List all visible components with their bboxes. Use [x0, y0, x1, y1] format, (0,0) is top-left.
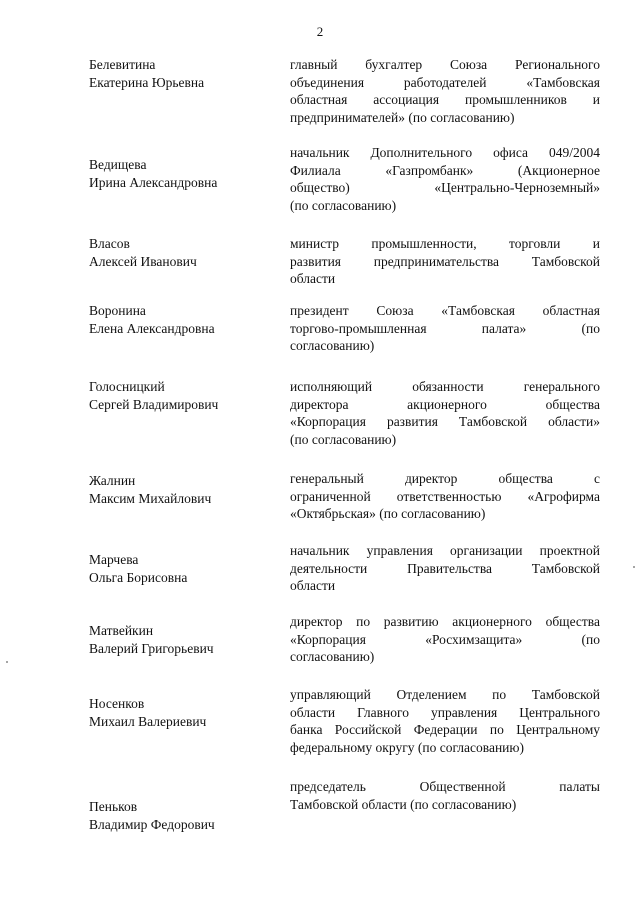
member-name	[89, 695, 269, 730]
position-line: исполняющий обязанности генерального	[290, 379, 600, 394]
member-given-names: Елена Александровна	[89, 320, 215, 336]
position-line: развития предпринимательства Тамбовской	[290, 253, 600, 269]
member-given-names: Михаил Валериевич	[89, 713, 207, 729]
member-name	[89, 622, 269, 657]
position-line: ограниченной ответственностью «Агрофирма	[290, 488, 600, 504]
member-surname: Жалнин	[89, 473, 136, 488]
position-line: области	[290, 271, 336, 286]
member-surname: Марчева	[89, 552, 139, 567]
position-line: (по согласованию)	[290, 197, 397, 213]
member-position	[290, 542, 600, 595]
member-name	[89, 302, 269, 337]
position-line: управляющий Отделением по Тамбовской	[290, 687, 600, 702]
position-line: области Главного управления Центрального	[290, 704, 600, 720]
position-line: (по согласованию)	[290, 431, 397, 447]
member-given-names: Ирина Александровна	[89, 174, 218, 190]
position-line: областная ассоциация промышленников и	[290, 92, 600, 107]
position-line: согласованию)	[290, 649, 375, 664]
position-line: директора акционерного общества	[290, 396, 600, 412]
member-surname: Ведищева	[89, 157, 147, 172]
member-position	[290, 470, 600, 523]
position-line: «Корпорация «Росхимзащита» (по	[290, 631, 600, 647]
member-position	[290, 56, 600, 126]
member-name	[89, 156, 269, 191]
member-position	[290, 144, 600, 214]
position-line: Тамбовской области (по согласованию)	[290, 796, 517, 812]
position-line: деятельности Правительства Тамбовской	[290, 560, 600, 576]
member-given-names: Алексей Иванович	[89, 253, 197, 269]
member-surname: Голосницкий	[89, 379, 165, 394]
member-name	[89, 472, 269, 507]
position-line: генеральный директор общества с	[290, 471, 600, 486]
position-line: директор по развитию акционерного общества	[290, 614, 600, 629]
member-given-names: Владимир Федорович	[89, 816, 215, 832]
position-line: предпринимателей» (по согласованию)	[290, 109, 515, 125]
member-surname: Пеньков	[89, 799, 138, 814]
member-surname: Воронина	[89, 303, 146, 318]
member-position	[290, 778, 600, 813]
member-surname: Носенков	[89, 696, 145, 711]
scan-mark	[633, 566, 635, 568]
position-line: начальник Дополнительного офиса 049/2004	[290, 145, 600, 160]
scan-mark	[6, 661, 8, 663]
member-position	[290, 235, 600, 288]
member-name	[89, 56, 269, 91]
position-line: «Октябрьская» (по согласованию)	[290, 506, 486, 521]
position-line: согласованию)	[290, 338, 375, 353]
member-name	[89, 378, 269, 413]
member-surname: Матвейкин	[89, 623, 154, 638]
position-line: Филиала «Газпромбанк» (Акционерное	[290, 162, 600, 178]
position-line: области	[290, 578, 336, 593]
position-line: торгово-промышленная палата» (по	[290, 320, 600, 336]
position-line: федеральному округу (по согласованию)	[290, 739, 524, 755]
position-line: «Корпорация развития Тамбовской области»	[290, 414, 600, 429]
member-given-names: Сергей Владимирович	[89, 396, 219, 412]
position-line: президент Союза «Тамбовская областная	[290, 303, 600, 318]
page-number: 2	[316, 24, 324, 39]
member-position	[290, 613, 600, 666]
member-name	[89, 551, 269, 586]
member-name	[89, 798, 269, 833]
position-line: объединения работодателей «Тамбовская	[290, 74, 600, 90]
member-surname: Белевитина	[89, 57, 156, 72]
member-surname: Власов	[89, 236, 130, 251]
position-line: главный бухгалтер Союза Регионального	[290, 57, 600, 72]
member-given-names: Ольга Борисовна	[89, 569, 188, 585]
position-line: общество) «Центрально-Черноземный»	[290, 180, 600, 195]
member-position	[290, 378, 600, 448]
position-line: председатель Общественной палаты	[290, 779, 600, 794]
position-line: начальник управления организации проектной	[290, 543, 600, 558]
position-line: банка Российской Федерации по Центральному	[290, 722, 600, 737]
member-given-names: Екатерина Юрьевна	[89, 74, 205, 90]
member-position	[290, 302, 600, 355]
member-position	[290, 686, 600, 756]
member-given-names: Максим Михайлович	[89, 490, 212, 506]
member-given-names: Валерий Григорьевич	[89, 640, 214, 656]
member-name	[89, 235, 269, 270]
position-line: министр промышленности, торговли и	[290, 236, 600, 251]
